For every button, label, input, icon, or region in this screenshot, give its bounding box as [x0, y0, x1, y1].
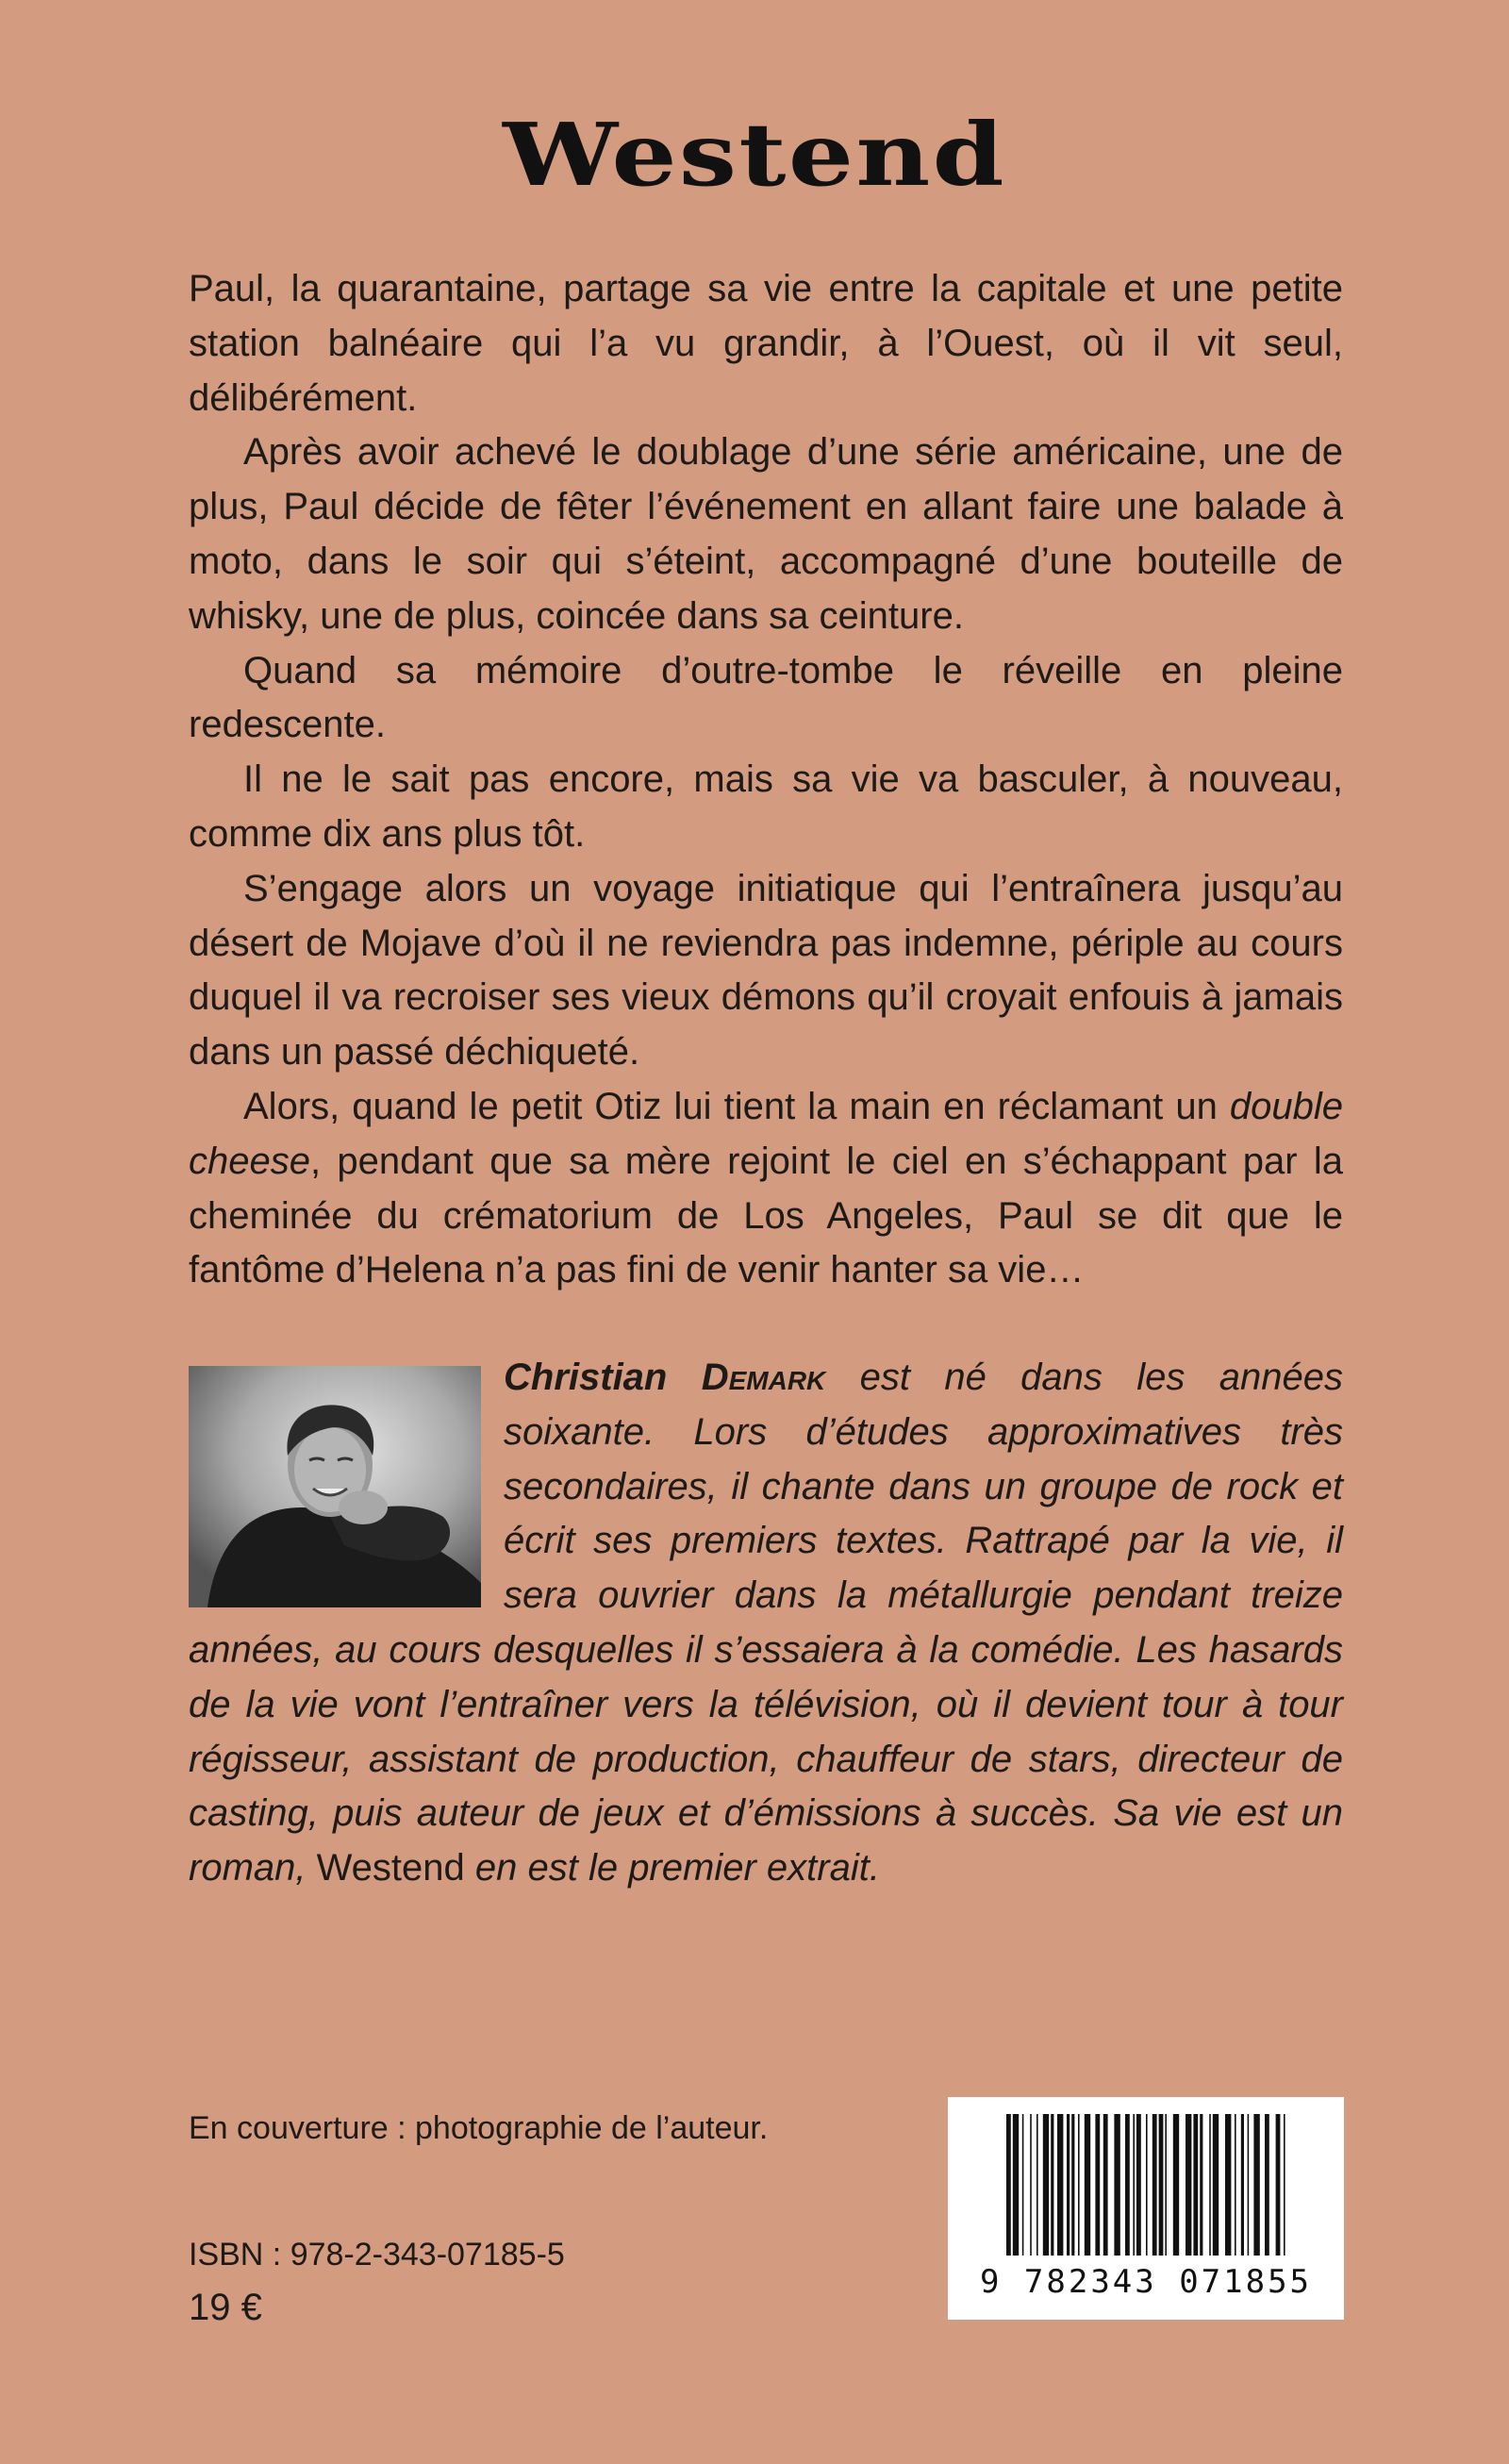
barcode — [948, 2097, 1344, 2320]
author-surname: Demark — [701, 1357, 826, 1398]
author-bio-book-title: Westend — [316, 1847, 465, 1890]
blurb-text: , pendant que sa mère rejoint le ciel en s’échappant par la cheminée du crématorium de Los Angeles, Paul se dit que le fantôme d’Helena n’a pas fini de venir hanter sa vie… — [189, 1140, 1343, 1291]
barcode-bar — [1103, 2114, 1108, 2256]
blurb-paragraph-last — [189, 1080, 1343, 1298]
barcode-bar — [1051, 2114, 1053, 2256]
barcode-bar — [1225, 2114, 1231, 2256]
barcode-bar — [1043, 2114, 1049, 2256]
barcode-bar — [1276, 2114, 1281, 2256]
barcode-bar — [1173, 2114, 1179, 2256]
barcode-bar — [1085, 2114, 1090, 2256]
barcode-bar — [1078, 2114, 1080, 2256]
author-bio-text: est né dans les années soixante. Lors d’études approximatives très secondaires, il chante dans un groupe de rock et écrit ses premiers textes. Rattrapé par la vie, il sera ouvrier dans la métallurgie pendant treize années, au cours desquelles il s’essaiera à la comédie. Les hasards de la vie vont l’entraîner vers la télévision, où il devient tour à tour régisseur, assistant de production, chauffeur de stars, directeur de casting, puis auteur de jeux et d’émissions à succès. Sa vie est un roman, — [189, 1357, 1343, 1890]
cover-credit: En couverture : photographie de l’auteur. — [189, 2110, 769, 2146]
barcode-bar — [1241, 2114, 1244, 2256]
barcode-bar — [1209, 2114, 1211, 2256]
blurb-paragraph: Il ne le sait pas encore, mais sa vie va basculer, à nouveau, comme dix ans plus tôt. — [189, 758, 1343, 855]
barcode-bar — [1125, 2114, 1130, 2256]
barcode-bars — [948, 2097, 1344, 2267]
barcode-bar — [1136, 2114, 1141, 2256]
barcode-bar — [1193, 2114, 1198, 2256]
author-first-name: Christian — [504, 1357, 668, 1398]
barcode-bar — [1200, 2114, 1202, 2256]
barcode-bar — [1095, 2114, 1100, 2256]
blurb-paragraph: Paul, la quarantaine, partage sa vie entre la capitale et une petite station balnéaire qui l’a vu grandir, à l’Ouest, où il vit seul, délibérément. — [189, 268, 1343, 419]
barcode-bar — [1165, 2114, 1167, 2256]
barcode-bar — [1235, 2114, 1236, 2256]
author-bio-text-end: en est le premier extrait. — [464, 1847, 880, 1890]
barcode-bar — [1067, 2114, 1070, 2256]
author-name — [504, 1357, 825, 1398]
barcode-bar — [1284, 2114, 1285, 2256]
barcode-bar — [1152, 2114, 1157, 2256]
isbn: ISBN : 978-2-343-07185-5 — [189, 2237, 565, 2273]
barcode-bar — [1146, 2114, 1148, 2256]
barcode-bar — [1022, 2114, 1024, 2256]
barcode-bar — [1248, 2114, 1250, 2256]
barcode-bar — [1030, 2114, 1032, 2256]
barcode-bar — [1265, 2114, 1269, 2256]
barcode-bar — [1114, 2114, 1119, 2256]
author-portrait-image — [189, 1366, 481, 1607]
author-photo — [189, 1366, 481, 1607]
barcode-bar — [1071, 2114, 1074, 2256]
blurb-paragraph: Quand sa mémoire d’outre-tombe le réveille en pleine redescente. — [189, 649, 1343, 746]
barcode-bar — [1006, 2114, 1011, 2256]
barcode-bar — [1159, 2114, 1164, 2256]
price: 19 € — [189, 2287, 262, 2328]
blurb-paragraph: Après avoir achevé le doublage d’une série américaine, une de plus, Paul décide de fêter l’événement en allant faire une balade à moto, dans le soir qui s’éteint, accompagné d’une bouteille de whisky, une de plus, coincée dans sa ceinture. — [189, 431, 1343, 637]
barcode-digits: 9 782343 071855 — [979, 2263, 1313, 2301]
barcode-bar — [1213, 2114, 1219, 2256]
barcode-bar — [1186, 2114, 1191, 2256]
blurb-text: Alors, quand le petit Otiz lui tient la main en réclamant un — [243, 1085, 1230, 1127]
blurb — [189, 262, 1343, 1298]
barcode-bar — [1133, 2114, 1135, 2256]
barcode-bar — [1057, 2114, 1063, 2256]
book-title: Westend — [503, 104, 1006, 206]
blurb-italic-text: double cheese — [189, 1085, 1343, 1182]
barcode-bar — [1036, 2114, 1038, 2256]
barcode-bar — [1013, 2114, 1019, 2256]
author-bio — [189, 1351, 1343, 1896]
blurb-paragraph: S’engage alors un voyage initiatique qui l’entraînera jusqu’au désert de Mojave d’où il ne reviendra pas indemne, périple au cours duquel il va recroiser ses vieux démons qu’il croyait enfouis à jamais dans un passé déchiqueté. — [189, 867, 1343, 1074]
barcode-bar — [1253, 2114, 1259, 2256]
